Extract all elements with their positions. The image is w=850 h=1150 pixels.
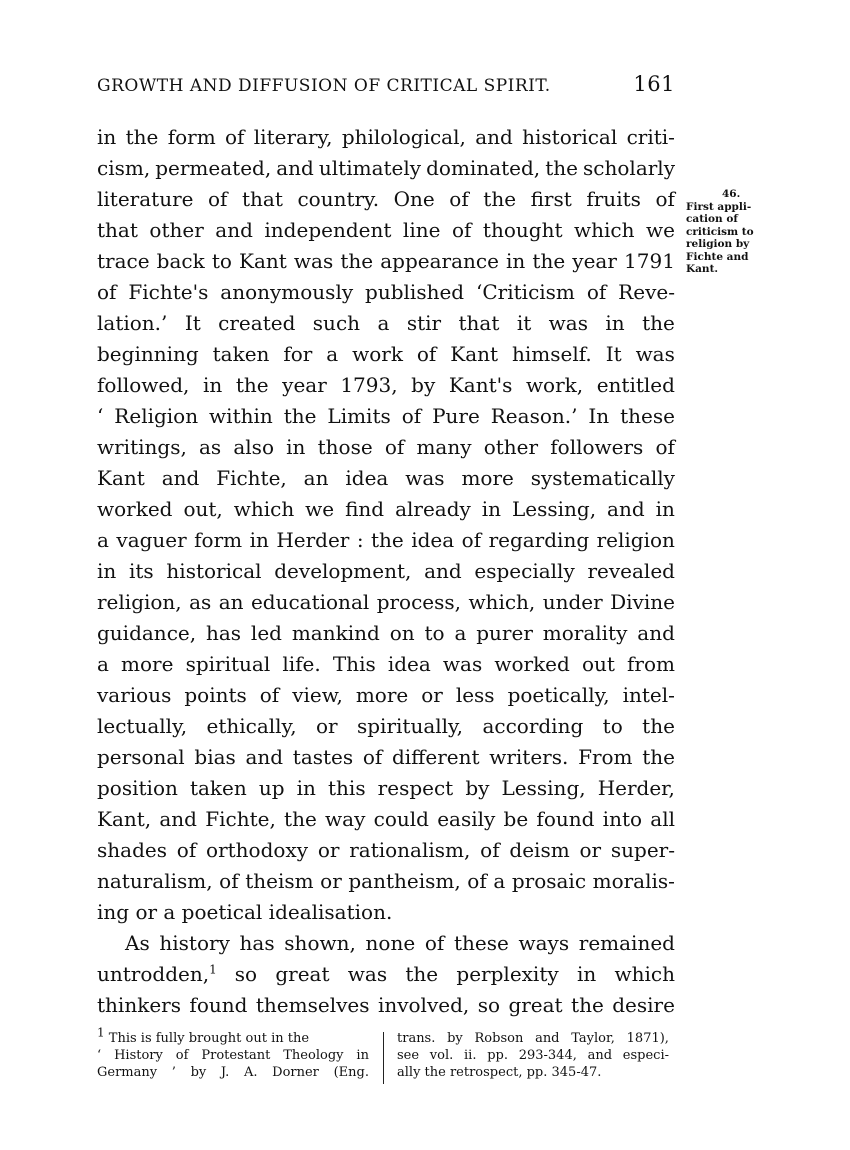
text-line: guidance, has led mankind on to a purer morality and	[97, 621, 675, 645]
text-line: beginning taken for a work of Kant himself. It was	[97, 342, 675, 366]
footnote-column-right	[397, 1030, 669, 1081]
margin-note-line: cation of	[686, 213, 738, 225]
text-line: personal bias and tastes of different writers. From the	[97, 745, 675, 769]
text-line: shades of orthodoxy or rationalism, of deism or super-	[97, 838, 675, 862]
margin-note-line: Kant.	[686, 263, 719, 275]
text-line: Kant, and Fichte, the way could easily be found into all	[97, 807, 675, 831]
footnote-ref: 1	[209, 962, 217, 977]
footnote-marker: 1	[97, 1025, 105, 1040]
footnote-column-left	[97, 1025, 369, 1081]
text-fragment: so great was the perplexity in which	[234, 962, 675, 986]
running-header	[97, 72, 675, 102]
text-line: various points of view, more or less poetically, intel-	[97, 683, 675, 707]
footnote-line: trans. by Robson and Taylor, 1871),	[397, 1031, 669, 1046]
page-number: 161	[633, 72, 675, 96]
text-line: ing or a poetical idealisation.	[97, 900, 393, 924]
footnote-line	[97, 1025, 369, 1047]
text-line: a more spiritual life. This idea was worked out from	[97, 652, 675, 676]
footnote-line: ‘ History of Protestant Theology in	[97, 1048, 369, 1063]
text-line: in its historical development, and especially revealed	[97, 559, 675, 583]
footnotes	[97, 1025, 675, 1090]
footnote-text: This is fully brought out in the	[108, 1031, 310, 1046]
text-line: a vaguer form in Herder : the idea of regarding religion	[97, 528, 675, 552]
text-line: ‘ Religion within the Limits of Pure Reason.’ In these	[97, 404, 675, 428]
text-line: religion, as an educational process, which, under Divine	[97, 590, 675, 614]
text-line: followed, in the year 1793, by Kant's work, entitled	[97, 373, 675, 397]
body-text	[97, 122, 675, 1021]
text-line: naturalism, of theism or pantheism, of a prosaic moralis-	[97, 869, 675, 893]
paragraph-2	[97, 928, 675, 1021]
text-line: cism, permeated, and ultimately dominated, the scholarly	[97, 156, 675, 180]
text-line: Kant and Fichte, an idea was more systematically	[97, 466, 675, 490]
margin-note	[686, 188, 776, 276]
text-line: position taken up in this respect by Lessing, Herder,	[97, 776, 675, 800]
text-fragment: untrodden,$^1$	[97, 962, 217, 986]
text-line: worked out, which we find already in Lessing, and in	[97, 497, 675, 521]
text-line: trace back to Kant was the appearance in the year 1791	[97, 249, 675, 273]
footnote-line: ally the retrospect, pp. 345-47.	[397, 1065, 602, 1080]
text-line: of Fichte's anonymously published ‘Criticism of Reve-	[97, 280, 675, 304]
text-line	[97, 959, 675, 990]
footnote-divider	[383, 1032, 384, 1084]
footnote-line: Germany ’ by J. A. Dorner (Eng.	[97, 1065, 369, 1080]
margin-note-line: religion by	[686, 238, 750, 250]
text-line: that other and independent line of thought which we	[97, 218, 675, 242]
footnote-line: see vol. ii. pp. 293-344, and especi-	[397, 1048, 669, 1063]
margin-note-number: 46.	[722, 188, 741, 200]
text-line: lectually, ethically, or spiritually, according to the	[97, 714, 675, 738]
text-line: in the form of literary, philological, and historical criti-	[97, 125, 675, 149]
text-line: writings, as also in those of many other followers of	[97, 435, 675, 459]
margin-note-line: First appli-	[686, 200, 752, 213]
text-line: lation.’ It created such a stir that it was in the	[97, 311, 675, 335]
running-title: GROWTH AND DIFFUSION OF CRITICAL SPIRIT.	[97, 76, 551, 96]
margin-note-line: criticism to	[686, 225, 754, 238]
margin-note-line: Fichte and	[686, 250, 749, 263]
text-line: As history has shown, none of these ways remained	[125, 931, 675, 955]
text-line: thinkers found themselves involved, so great the desire	[97, 993, 675, 1017]
text-line: literature of that country. One of the first fruits of	[97, 187, 675, 211]
paragraph-1	[97, 122, 675, 928]
